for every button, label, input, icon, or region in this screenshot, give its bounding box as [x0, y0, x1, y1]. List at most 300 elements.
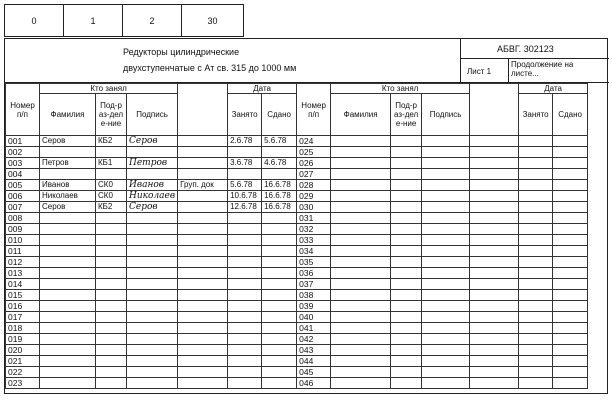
row-note [178, 213, 228, 224]
row-returned-right [553, 246, 588, 257]
row-number-right: 040 [297, 312, 331, 323]
row-number-right: 046 [297, 378, 331, 389]
row-note-right [470, 323, 519, 334]
row-returned-right [553, 158, 588, 169]
row-division [96, 224, 127, 235]
row-signature [127, 312, 178, 323]
row-division [96, 334, 127, 345]
table-row [6, 246, 588, 257]
row-surname [40, 290, 96, 301]
row-returned-right [553, 334, 588, 345]
row-signature-right [422, 169, 470, 180]
row-division [96, 312, 127, 323]
row-returned: 16.6.78 [262, 202, 297, 213]
row-signature-right [422, 136, 470, 147]
row-returned [262, 378, 297, 389]
col-returned: Сдано [262, 94, 297, 136]
row-number: 010 [6, 235, 40, 246]
row-surname-right [331, 147, 391, 158]
row-signature [127, 356, 178, 367]
document-code: АБВГ. 302123 [461, 39, 609, 59]
row-surname [40, 301, 96, 312]
row-surname-right [331, 345, 391, 356]
row-taken-right [519, 312, 553, 323]
row-signature-right [422, 235, 470, 246]
row-signature: Иванов [127, 180, 178, 191]
row-surname: Серов [40, 136, 96, 147]
table-row [6, 169, 588, 180]
row-taken-right [519, 356, 553, 367]
table-row [6, 180, 588, 191]
row-note [178, 279, 228, 290]
col-division: Под-раз-деле-ние [96, 94, 127, 136]
row-note-right [470, 257, 519, 268]
row-number-right: 044 [297, 356, 331, 367]
row-note-right [470, 158, 519, 169]
row-number: 014 [6, 279, 40, 290]
row-note-right [470, 334, 519, 345]
row-note-right [470, 378, 519, 389]
row-taken: 10.6.78 [228, 191, 262, 202]
row-number-right: 035 [297, 257, 331, 268]
row-surname-right [331, 279, 391, 290]
row-division-right [391, 323, 422, 334]
row-division [96, 235, 127, 246]
row-signature [127, 279, 178, 290]
row-taken [228, 323, 262, 334]
row-division [96, 213, 127, 224]
row-signature [127, 213, 178, 224]
row-surname-right [331, 257, 391, 268]
row-division-right [391, 378, 422, 389]
row-surname: Иванов [40, 180, 96, 191]
row-taken-right [519, 323, 553, 334]
row-returned-right [553, 191, 588, 202]
row-number-right: 029 [297, 191, 331, 202]
row-returned [262, 312, 297, 323]
row-taken-right [519, 213, 553, 224]
row-surname [40, 235, 96, 246]
row-number-right: 027 [297, 169, 331, 180]
row-number: 005 [6, 180, 40, 191]
row-note [178, 224, 228, 235]
row-note [178, 345, 228, 356]
row-note-right [470, 136, 519, 147]
sheet-number: Лист 1 [461, 59, 509, 83]
row-signature-right [422, 202, 470, 213]
row-surname [40, 367, 96, 378]
row-number: 011 [6, 246, 40, 257]
row-number-right: 024 [297, 136, 331, 147]
row-returned: 4.6.78 [262, 158, 297, 169]
col-returned-right: Сдано [553, 94, 588, 136]
row-signature-right [422, 191, 470, 202]
row-returned-right [553, 136, 588, 147]
row-signature-right [422, 334, 470, 345]
row-division: СК0 [96, 180, 127, 191]
row-note-right [470, 180, 519, 191]
table-row [6, 367, 588, 378]
row-division-right [391, 147, 422, 158]
row-division-right [391, 356, 422, 367]
row-note [178, 323, 228, 334]
row-returned-right [553, 257, 588, 268]
row-surname-right [331, 158, 391, 169]
row-number-right: 036 [297, 268, 331, 279]
table-row [6, 334, 588, 345]
row-note [178, 158, 228, 169]
table-row [6, 323, 588, 334]
row-surname [40, 257, 96, 268]
row-taken-right [519, 301, 553, 312]
col-taken-right: Занято [519, 94, 553, 136]
row-note-right [470, 301, 519, 312]
row-division [96, 246, 127, 257]
row-returned [262, 224, 297, 235]
row-number: 023 [6, 378, 40, 389]
col-number-right: Номер п/п [297, 84, 331, 136]
row-division-right [391, 268, 422, 279]
row-number: 022 [6, 367, 40, 378]
row-signature [127, 345, 178, 356]
col-surname: Фамилия [40, 94, 96, 136]
row-number: 013 [6, 268, 40, 279]
row-surname-right [331, 180, 391, 191]
table-row [6, 136, 588, 147]
row-note [178, 301, 228, 312]
row-returned-right [553, 312, 588, 323]
row-number: 008 [6, 213, 40, 224]
row-number: 016 [6, 301, 40, 312]
row-surname [40, 334, 96, 345]
row-taken-right [519, 191, 553, 202]
tab-0: 0 [4, 4, 63, 37]
row-surname-right [331, 268, 391, 279]
row-taken [228, 235, 262, 246]
row-division-right [391, 301, 422, 312]
row-taken-right [519, 147, 553, 158]
row-taken-right [519, 169, 553, 180]
row-taken-right [519, 136, 553, 147]
row-number: 017 [6, 312, 40, 323]
row-division: КБ2 [96, 136, 127, 147]
row-number-right: 038 [297, 290, 331, 301]
row-taken [228, 213, 262, 224]
row-signature: Николаев [127, 191, 178, 202]
col-who-took-right: Кто занял [331, 84, 470, 94]
continuation-note: Продолжение на листе... [511, 60, 574, 78]
row-division-right [391, 136, 422, 147]
row-surname: Николаев [40, 191, 96, 202]
row-number-right: 041 [297, 323, 331, 334]
table-row [6, 312, 588, 323]
row-division [96, 279, 127, 290]
row-taken-right [519, 268, 553, 279]
row-surname [40, 268, 96, 279]
row-signature-right [422, 257, 470, 268]
top-tabs [4, 4, 244, 37]
row-note-right [470, 345, 519, 356]
row-division-right [391, 246, 422, 257]
row-number-right: 034 [297, 246, 331, 257]
row-returned [262, 356, 297, 367]
table-row [6, 268, 588, 279]
row-number: 006 [6, 191, 40, 202]
table-row [6, 224, 588, 235]
tab-2: 2 [122, 4, 181, 37]
row-signature [127, 235, 178, 246]
row-note-right [470, 246, 519, 257]
row-taken [228, 147, 262, 158]
row-returned [262, 257, 297, 268]
row-division [96, 323, 127, 334]
row-taken: 12.6.78 [228, 202, 262, 213]
row-returned [262, 213, 297, 224]
row-division [96, 378, 127, 389]
row-note-right [470, 213, 519, 224]
row-division-right [391, 279, 422, 290]
row-number-right: 043 [297, 345, 331, 356]
issue-log-body [6, 136, 588, 389]
document-code-block [461, 39, 609, 83]
row-note-right [470, 169, 519, 180]
row-signature-right [422, 323, 470, 334]
row-note-right [470, 191, 519, 202]
row-signature [127, 367, 178, 378]
row-division-right [391, 191, 422, 202]
row-returned-right [553, 147, 588, 158]
row-returned: 16.6.78 [262, 191, 297, 202]
row-taken [228, 356, 262, 367]
row-returned-right [553, 323, 588, 334]
row-division-right [391, 158, 422, 169]
row-note-right [470, 312, 519, 323]
row-taken [228, 367, 262, 378]
row-signature-right [422, 378, 470, 389]
row-returned-right [553, 367, 588, 378]
row-surname [40, 323, 96, 334]
tab-30: 30 [181, 4, 244, 37]
row-division [96, 301, 127, 312]
row-division-right [391, 334, 422, 345]
row-note-right [470, 235, 519, 246]
row-surname-right [331, 213, 391, 224]
row-division: СК0 [96, 191, 127, 202]
row-signature-right [422, 345, 470, 356]
row-signature [127, 169, 178, 180]
row-note [178, 246, 228, 257]
row-returned-right [553, 268, 588, 279]
row-signature [127, 268, 178, 279]
row-division-right [391, 202, 422, 213]
row-division [96, 356, 127, 367]
row-returned [262, 367, 297, 378]
row-note [178, 136, 228, 147]
row-returned [262, 246, 297, 257]
row-taken [228, 312, 262, 323]
row-division-right [391, 367, 422, 378]
row-number-right: 030 [297, 202, 331, 213]
row-number: 004 [6, 169, 40, 180]
row-surname [40, 246, 96, 257]
row-taken [228, 290, 262, 301]
row-number-right: 037 [297, 279, 331, 290]
row-signature-right [422, 147, 470, 158]
row-signature-right [422, 279, 470, 290]
table-row [6, 378, 588, 389]
row-taken [228, 169, 262, 180]
row-returned: 5.6.78 [262, 136, 297, 147]
row-returned-right [553, 224, 588, 235]
row-number: 009 [6, 224, 40, 235]
row-returned-right [553, 169, 588, 180]
row-taken-right [519, 290, 553, 301]
row-number: 001 [6, 136, 40, 147]
row-note-right [470, 224, 519, 235]
row-note-right [470, 367, 519, 378]
document-title-block [5, 39, 461, 83]
row-number-right: 039 [297, 301, 331, 312]
row-surname [40, 213, 96, 224]
row-taken [228, 279, 262, 290]
row-signature [127, 378, 178, 389]
row-surname-right [331, 367, 391, 378]
col-date: Дата [228, 84, 297, 94]
row-surname: Петров [40, 158, 96, 169]
row-signature-right [422, 268, 470, 279]
row-division-right [391, 257, 422, 268]
row-surname-right [331, 378, 391, 389]
row-returned [262, 235, 297, 246]
row-number: 019 [6, 334, 40, 345]
row-signature [127, 147, 178, 158]
row-number: 021 [6, 356, 40, 367]
row-division [96, 290, 127, 301]
row-note [178, 356, 228, 367]
row-returned [262, 169, 297, 180]
row-surname [40, 169, 96, 180]
row-surname-right [331, 301, 391, 312]
table-row [6, 191, 588, 202]
table-row [6, 356, 588, 367]
row-returned-right [553, 356, 588, 367]
row-number: 007 [6, 202, 40, 213]
row-surname [40, 345, 96, 356]
row-signature-right [422, 367, 470, 378]
row-division [96, 147, 127, 158]
row-signature [127, 224, 178, 235]
row-taken-right [519, 235, 553, 246]
col-note-right [470, 84, 519, 136]
row-surname [40, 356, 96, 367]
table-row [6, 158, 588, 169]
row-number: 012 [6, 257, 40, 268]
issue-log-table [5, 83, 588, 389]
row-taken-right [519, 246, 553, 257]
row-note-right [470, 147, 519, 158]
col-signature-right: Подпись [422, 94, 470, 136]
row-division [96, 367, 127, 378]
row-note-right [470, 202, 519, 213]
row-note [178, 235, 228, 246]
row-returned [262, 147, 297, 158]
col-division-right: Под-раз-деле-ние [391, 94, 422, 136]
row-surname-right [331, 323, 391, 334]
table-row [6, 257, 588, 268]
row-surname-right [331, 246, 391, 257]
title-line-1: Редукторы цилиндрические [123, 47, 240, 57]
row-division-right [391, 345, 422, 356]
row-number-right: 033 [297, 235, 331, 246]
row-number: 003 [6, 158, 40, 169]
row-taken-right [519, 378, 553, 389]
row-returned-right [553, 235, 588, 246]
row-returned-right [553, 290, 588, 301]
row-note [178, 268, 228, 279]
row-taken-right [519, 367, 553, 378]
row-number-right: 042 [297, 334, 331, 345]
row-number-right: 045 [297, 367, 331, 378]
row-signature-right [422, 158, 470, 169]
row-returned-right [553, 180, 588, 191]
row-surname-right [331, 169, 391, 180]
row-note: Груп. док [178, 180, 228, 191]
row-returned-right [553, 202, 588, 213]
row-number-right: 026 [297, 158, 331, 169]
row-taken [228, 257, 262, 268]
row-note-right [470, 268, 519, 279]
row-number-right: 028 [297, 180, 331, 191]
col-who-took: Кто занял [40, 84, 178, 94]
row-note [178, 378, 228, 389]
row-taken: 2.6.78 [228, 136, 262, 147]
row-returned-right [553, 378, 588, 389]
row-signature-right [422, 312, 470, 323]
col-number: Номер п/п [6, 84, 40, 136]
table-row [6, 290, 588, 301]
row-taken [228, 334, 262, 345]
row-division: КБ1 [96, 158, 127, 169]
row-note-right [470, 290, 519, 301]
row-signature [127, 301, 178, 312]
row-surname-right [331, 202, 391, 213]
row-signature: Петров [127, 158, 178, 169]
row-note [178, 367, 228, 378]
row-number-right: 032 [297, 224, 331, 235]
row-number-right: 025 [297, 147, 331, 158]
row-signature [127, 257, 178, 268]
row-signature-right [422, 180, 470, 191]
row-surname [40, 279, 96, 290]
col-taken: Занято [228, 94, 262, 136]
row-note [178, 334, 228, 345]
row-surname [40, 312, 96, 323]
row-division-right [391, 180, 422, 191]
row-division-right [391, 290, 422, 301]
row-taken [228, 345, 262, 356]
row-signature [127, 290, 178, 301]
row-surname [40, 378, 96, 389]
row-taken [228, 301, 262, 312]
row-signature [127, 334, 178, 345]
row-division [96, 345, 127, 356]
row-division: КБ2 [96, 202, 127, 213]
row-division-right [391, 312, 422, 323]
row-surname-right [331, 290, 391, 301]
row-division-right [391, 224, 422, 235]
row-division-right [391, 169, 422, 180]
row-surname-right [331, 191, 391, 202]
